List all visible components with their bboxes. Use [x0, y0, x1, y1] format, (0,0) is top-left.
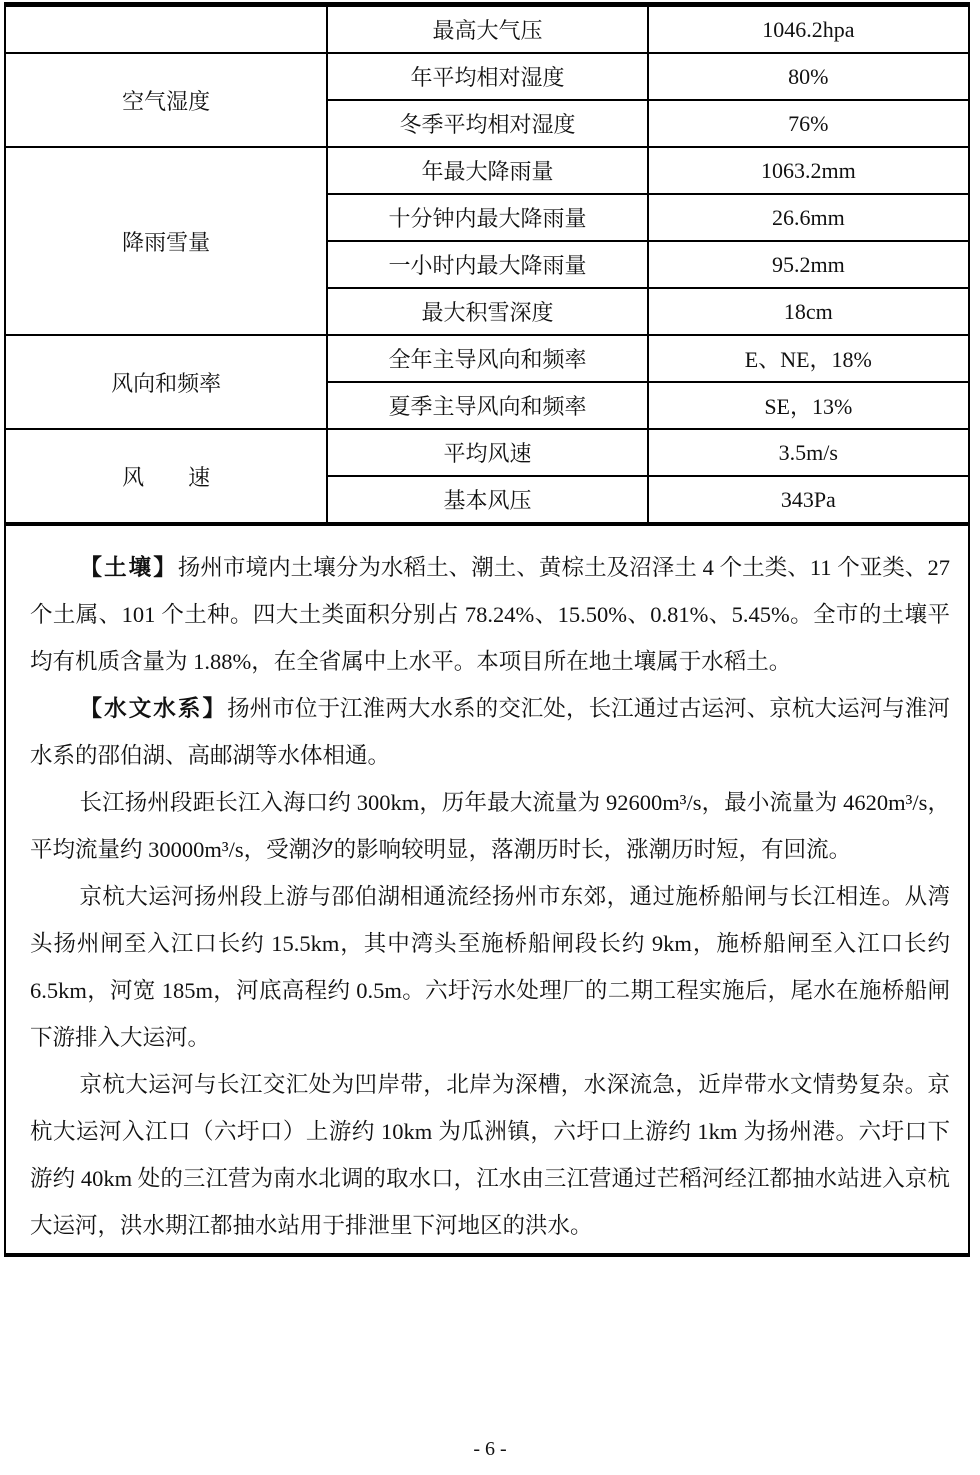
value-cell: 1063.2mm	[648, 147, 968, 194]
page-number: - 6 -	[473, 1438, 507, 1460]
table-row	[6, 335, 968, 382]
content-frame	[4, 2, 970, 1257]
item-label-cell: 十分钟内最大降雨量	[327, 194, 647, 241]
category-cell: 风向和频率	[6, 335, 327, 429]
item-label-cell: 年最大降雨量	[327, 147, 647, 194]
item-label-cell: 冬季平均相对湿度	[327, 100, 647, 147]
value-cell: SE，13%	[648, 382, 968, 429]
value-cell: 95.2mm	[648, 241, 968, 288]
paragraph-text: 京杭大运河扬州段上游与邵伯湖相通流经扬州市东郊，通过施桥船闸与长江相连。从湾头扬州闸至入江口长约 15.5km，其中湾头至施桥船闸段长约 9km，施桥船闸至入江口长约 6.5km，河宽 185m，河底高程约 0.5m。六圩污水处理厂的二期工程实施后，尾水在施桥船闸下游排入大运河。	[30, 884, 950, 1050]
item-label-cell: 全年主导风向和频率	[327, 335, 647, 382]
paragraph-text: 长江扬州段距长江入海口约 300km，历年最大流量为 92600m³/s，最小流量为 4620m³/s，平均流量约 30000m³/s，受潮汐的影响较明显，落潮历时长，涨潮历时短，有回流。	[30, 790, 950, 862]
value-cell: 3.5m/s	[648, 429, 968, 476]
paragraph-yangtze-flow	[30, 779, 950, 873]
body-text	[6, 526, 968, 1253]
category-cell: 风 速	[6, 429, 327, 524]
item-label-cell: 最大积雪深度	[327, 288, 647, 335]
item-label-cell: 年平均相对湿度	[327, 53, 647, 100]
paragraph-soil	[30, 544, 950, 685]
item-label-cell: 夏季主导风向和频率	[327, 382, 647, 429]
table-row	[6, 429, 968, 476]
value-cell: 1046.2hpa	[648, 7, 968, 53]
value-cell: 80%	[648, 53, 968, 100]
hydrology-section-label: 【水文水系】	[79, 696, 228, 721]
item-label-cell: 基本风压	[327, 476, 647, 524]
soil-section-label: 【土壤】	[79, 555, 178, 580]
paragraph-text: 扬州市位于江淮两大水系的交汇处，长江通过古运河、京杭大运河与淮河水系的邵伯湖、高邮湖等水体相通。	[30, 696, 950, 768]
paragraph-text: 扬州市境内土壤分为水稻土、潮土、黄棕土及沼泽土 4 个土类、11 个亚类、27 个土属、101 个土种。四大土类面积分别占 78.24%、15.50%、0.81%、5.45%。全市的土壤平均有机质含量为 1.88%，在全省属中上水平。本项目所在地土壤属于水稻土。	[30, 555, 950, 674]
item-label-cell: 一小时内最大降雨量	[327, 241, 647, 288]
table-row	[6, 147, 968, 194]
value-cell: 18cm	[648, 288, 968, 335]
table-row	[6, 53, 968, 100]
table-row	[6, 7, 968, 53]
value-cell: 343Pa	[648, 476, 968, 524]
value-cell: 76%	[648, 100, 968, 147]
paragraph-grand-canal	[30, 873, 950, 1061]
meteorology-table	[6, 7, 968, 526]
value-cell: E、NE，18%	[648, 335, 968, 382]
paragraph-hydrology-intro	[30, 685, 950, 779]
item-label-cell: 平均风速	[327, 429, 647, 476]
paragraph-canal-yangtze-junction	[30, 1061, 950, 1249]
value-cell: 26.6mm	[648, 194, 968, 241]
page-footer	[0, 1438, 980, 1461]
category-cell: 降雨雪量	[6, 147, 327, 335]
category-cell: 空气湿度	[6, 53, 327, 147]
paragraph-text: 京杭大运河与长江交汇处为凹岸带，北岸为深槽，水深流急，近岸带水文情势复杂。京杭大运河入江口（六圩口）上游约 10km 为瓜洲镇，六圩口上游约 1km 为扬州港。六圩口下游约 40km 处的三江营为南水北调的取水口，江水由三江营通过芒稻河经江都抽水站进入京杭大运河，洪水期江都抽水站用于排泄里下河地区的洪水。	[30, 1072, 950, 1238]
category-cell	[6, 7, 327, 53]
item-label-cell: 最高大气压	[327, 7, 647, 53]
